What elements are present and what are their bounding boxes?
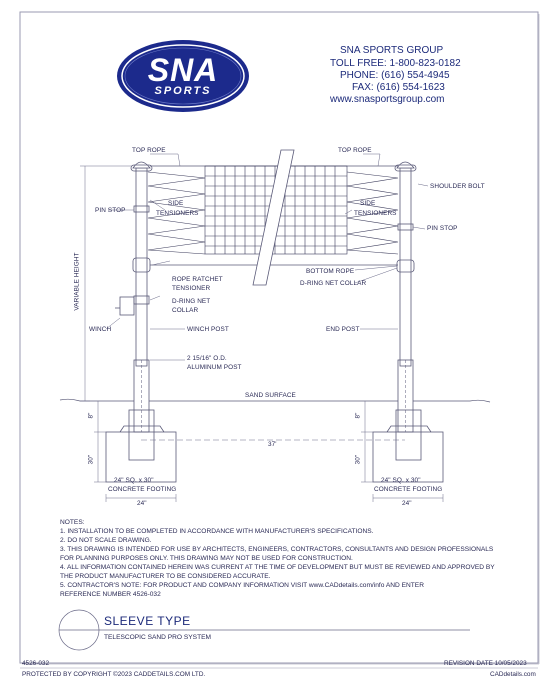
note-line: REFERENCE NUMBER 4526-032 <box>60 591 161 598</box>
label-sand-surface: SAND SURFACE <box>245 392 296 399</box>
label-footing-right-1: 24" SQ. x 30" <box>381 477 421 484</box>
winch-post <box>115 162 152 432</box>
label-end-post: END POST <box>326 326 360 333</box>
logo-text-sna: SNA <box>147 52 219 88</box>
label-aluminum-2: ALUMINUM POST <box>187 364 242 371</box>
drawing-subtitle: TELESCOPIC SAND PRO SYSTEM <box>104 634 211 641</box>
note-line: THE PRODUCT MANUFACTURER TO BE CONSIDERED ACCURATE. <box>60 573 271 580</box>
label-rope-ratchet-1: ROPE RATCHET <box>172 276 223 283</box>
note-line: 3. THIS DRAWING IS INTENDED FOR USE BY ARCHITECTS, ENGINEERS, CONTRACTORS, CONSULTANTS AND DESIGN PROFESSIONALS <box>60 546 494 553</box>
label-dim-8-right: 8" <box>354 412 362 419</box>
label-top-rope-left: TOP ROPE <box>132 147 166 154</box>
company-phone: PHONE: (616) 554-4945 <box>340 70 450 81</box>
label-dring-left-2: COLLAR <box>172 307 199 314</box>
copyright: PROTECTED BY COPYRIGHT ©2023 CADDETAILS.COM LTD. <box>22 671 206 678</box>
drawing-title: SLEEVE TYPE <box>104 614 191 628</box>
note-line: FOR PLANNING PURPOSES ONLY. THIS DRAWING MAY NOT BE USED FOR CONSTRUCTION. <box>60 555 353 562</box>
label-dring-left-1: D-RING NET <box>172 298 211 305</box>
company-name: SNA SPORTS GROUP <box>340 45 444 56</box>
label-footing-left-1: 24" SQ. x 30" <box>114 477 154 484</box>
notes-title: NOTES: <box>60 519 85 526</box>
label-footing-left-2: CONCRETE FOOTING <box>108 486 177 493</box>
note-line: 2. DO NOT SCALE DRAWING. <box>60 537 152 544</box>
label-top-rope-right: TOP ROPE <box>338 147 372 154</box>
drawing-number: 4526-032 <box>22 660 50 667</box>
label-dim-24-right: 24" <box>402 500 412 507</box>
label-dim-30-left: 30" <box>87 454 95 465</box>
logo-text-sports: SPORTS <box>154 85 212 97</box>
label-dim-8-left: 8" <box>87 412 95 419</box>
note-line: 4. ALL INFORMATION CONTAINED HEREIN WAS CURRENT AT THE TIME OF DEVELOPMENT BUT MUST BE REVIEWED AND APPROVED BY <box>60 564 495 571</box>
label-side-tensioners-right-1: SIDE <box>360 200 376 207</box>
label-shoulder-bolt: SHOULDER BOLT <box>430 183 485 190</box>
label-dim-24-left: 24" <box>137 500 147 507</box>
label-dim-30-right: 30" <box>354 454 362 465</box>
note-line: 1. INSTALLATION TO BE COMPLETED IN ACCORDANCE WITH MANUFACTURER'S SPECIFICATIONS. <box>60 528 374 535</box>
label-bottom-rope: BOTTOM ROPE <box>306 268 355 275</box>
end-post <box>395 162 416 432</box>
label-winch: WINCH <box>89 326 112 333</box>
company-fax: FAX: (616) 554-1623 <box>352 82 445 93</box>
label-side-tensioners-left-1: SIDE <box>168 200 184 207</box>
label-dring-right: D-RING NET COLLAR <box>300 280 367 287</box>
label-aluminum-1: 2 15/16" O.D. <box>187 355 227 362</box>
label-variable-height: VARIABLE HEIGHT <box>73 252 81 311</box>
company-web: www.snasportsgroup.com <box>330 94 445 105</box>
sand-surface-line <box>60 399 490 402</box>
label-pin-stop-right: PIN STOP <box>427 225 458 232</box>
label-rope-ratchet-2: TENSIONER <box>172 285 211 292</box>
label-footing-right-2: CONCRETE FOOTING <box>374 486 443 493</box>
label-side-tensioners-left-2: TENSIONERS <box>156 210 199 217</box>
label-winch-post: WINCH POST <box>187 326 229 333</box>
label-pin-stop-left: PIN STOP <box>95 207 126 214</box>
label-dim-37: 37' <box>268 441 277 448</box>
site-link[interactable]: CADdetails.com <box>490 671 536 678</box>
note-line: 5. CONTRACTOR'S NOTE: FOR PRODUCT AND COMPANY INFORMATION VISIT www.CADdetails.com/info AND ENTER <box>60 582 424 589</box>
revision-date: REVISION DATE 10/05/2023 <box>444 660 527 667</box>
label-side-tensioners-right-2: TENSIONERS <box>354 210 397 217</box>
company-toll-free: TOLL FREE: 1-800-823-0182 <box>330 58 461 69</box>
